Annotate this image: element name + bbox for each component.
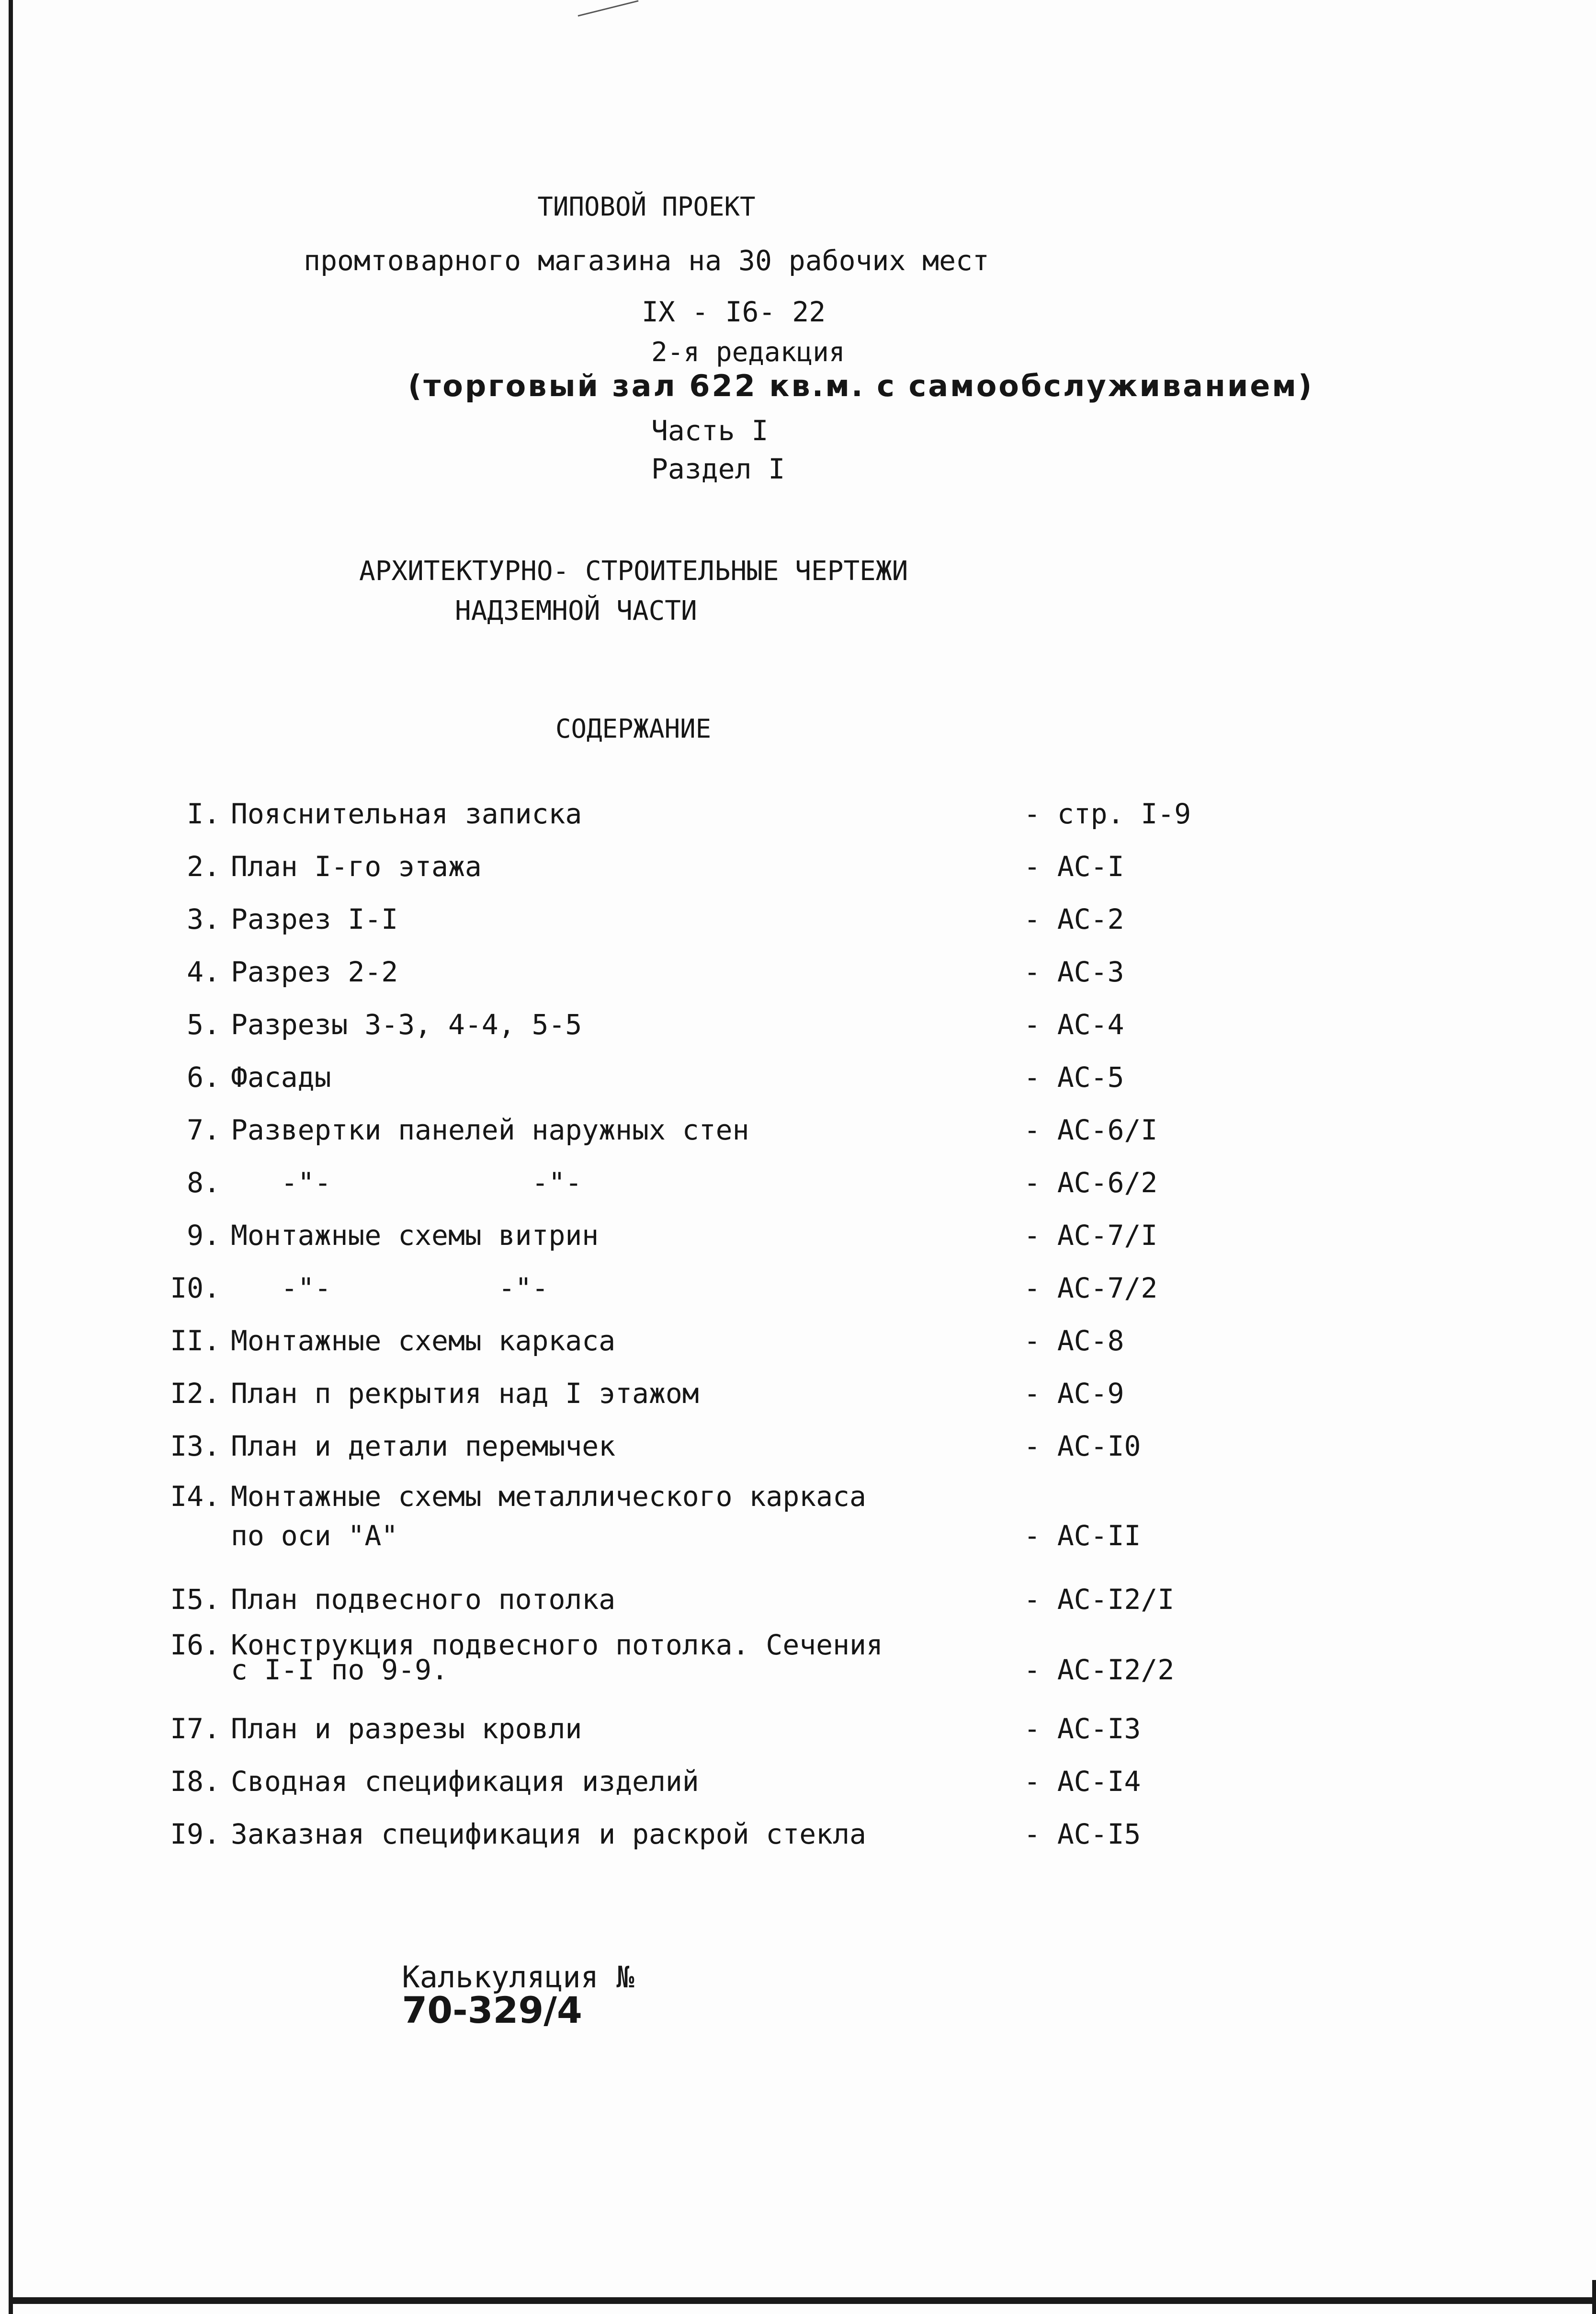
contents-item [0,1219,1596,1253]
item-sheet-reference: - АС-I2/I [1024,1583,1175,1616]
item-sheet-reference: - АС-II [1024,1519,1141,1552]
item-sheet-reference: - АС-I2/2 [1024,1653,1175,1686]
item-sheet-reference: - АС-9 [1024,1377,1124,1410]
item-sheet-reference: - АС-5 [1024,1061,1124,1094]
item-sheet-reference: - АС-8 [1024,1324,1124,1357]
item-number: I. [187,798,220,830]
contents-item [0,1114,1596,1147]
contents-item [0,1324,1596,1358]
item-title: План и разрезы кровли [231,1712,582,1745]
item-title: Разрезы 3-3, 4-4, 5-5 [231,1008,582,1041]
handwritten-note: (торговый зал 622 кв.м. с самообслуживанием) [408,368,1314,403]
item-title: План п рекрытия над I этажом [231,1377,699,1410]
item-title: -"- -"- [231,1166,582,1199]
item-sheet-reference: - АС-7/2 [1024,1272,1158,1304]
item-sheet-reference: - АС-I3 [1024,1712,1141,1745]
contents-item [0,1272,1596,1305]
contents-item [0,1377,1596,1411]
contents-item [0,1430,1596,1463]
edition: 2-я редакция [651,337,845,368]
calc-label: Калькуляция № [402,1960,634,1995]
contents-item [0,1629,1596,1686]
item-title: Монтажные схемы каркаса [231,1324,616,1357]
item-title: Фасады [231,1061,331,1094]
item-sheet-reference: - АС-7/I [1024,1219,1158,1252]
subject-line-1: АРХИТЕКТУРНО- СТРОИТЕЛЬНЫЕ ЧЕРТЕЖИ [359,556,908,587]
calc-number: 70-329/4 [402,1989,582,2031]
item-title: Заказная спецификация и раскрой стекла [231,1818,866,1850]
item-number: 7. [187,1114,220,1146]
scan-mark [578,0,639,16]
item-title: Конструкция подвесного потолка. Сечения [231,1629,883,1661]
item-number: I3. [170,1430,220,1462]
item-number: I9. [170,1818,220,1850]
item-title: Развертки панелей наружных стен [231,1114,749,1146]
contents-item [0,903,1596,936]
contents-item [0,1480,1596,1552]
item-number: I7. [170,1712,220,1745]
contents-item [0,1166,1596,1200]
item-number: I4. [170,1480,220,1513]
item-number: 6. [187,1061,220,1094]
subject-line-2: НАДЗЕМНОЙ ЧАСТИ [455,595,697,627]
item-title: -"- -"- [231,1272,549,1304]
item-title: Сводная спецификация изделий [231,1765,699,1798]
document-subtitle: промтоварного магазина на 30 рабочих мест [304,244,989,277]
contents-item [0,1712,1596,1746]
item-title: Разрез I-I [231,903,398,935]
item-sheet-reference: - АС-I0 [1024,1430,1141,1462]
item-sheet-reference: - АС-I5 [1024,1818,1141,1850]
item-title: Пояснительная записка [231,798,582,830]
item-number: I5. [170,1583,220,1616]
contents-item [0,850,1596,884]
item-number: II. [170,1324,220,1357]
contents-heading: СОДЕРЖАНИЕ [555,714,712,744]
item-sheet-reference: - АС-I [1024,850,1124,883]
item-sheet-reference: - АС-I4 [1024,1765,1141,1798]
item-title: План подвесного потолка [231,1583,616,1616]
item-title-continued: по оси "А" [231,1519,398,1552]
section-label: Раздел I [651,453,785,485]
contents-item [0,1008,1596,1042]
item-number: 9. [187,1219,220,1252]
document-title: ТИПОВОЙ ПРОЕКТ [537,192,756,222]
scan-frame-right [1592,2280,1596,2314]
item-title: План и детали перемычек [231,1430,616,1462]
item-title: Монтажные схемы металлического каркаса [231,1480,866,1513]
item-sheet-reference: - АС-6/I [1024,1114,1158,1146]
contents-item [0,798,1596,831]
item-number: 8. [187,1166,220,1199]
project-code: IX - I6- 22 [642,296,826,328]
item-number: I8. [170,1765,220,1798]
item-number: 4. [187,956,220,988]
item-number: 3. [187,903,220,935]
item-sheet-reference: - АС-3 [1024,956,1124,988]
item-number: I6. [170,1629,220,1661]
item-title: План I-го этажа [231,850,482,883]
scan-frame-bottom [9,2297,1596,2304]
contents-item [0,1061,1596,1094]
item-number: I0. [170,1272,220,1304]
contents-item [0,956,1596,989]
item-sheet-reference: - АС-6/2 [1024,1166,1158,1199]
part-label: Часть I [651,414,769,447]
item-title: Разрез 2-2 [231,956,398,988]
contents-item [0,1765,1596,1799]
item-sheet-reference: - стр. I-9 [1024,798,1191,830]
item-sheet-reference: - АС-2 [1024,903,1124,935]
item-sheet-reference: - АС-4 [1024,1008,1124,1041]
scan-frame-left [9,0,13,2314]
contents-item [0,1583,1596,1617]
contents-item [0,1818,1596,1851]
item-number: I2. [170,1377,220,1410]
item-number: 2. [187,850,220,883]
item-title-continued: с I-I по 9-9. [231,1653,448,1686]
item-title: Монтажные схемы витрин [231,1219,599,1252]
calculation-number [330,1933,634,2058]
item-number: 5. [187,1008,220,1041]
